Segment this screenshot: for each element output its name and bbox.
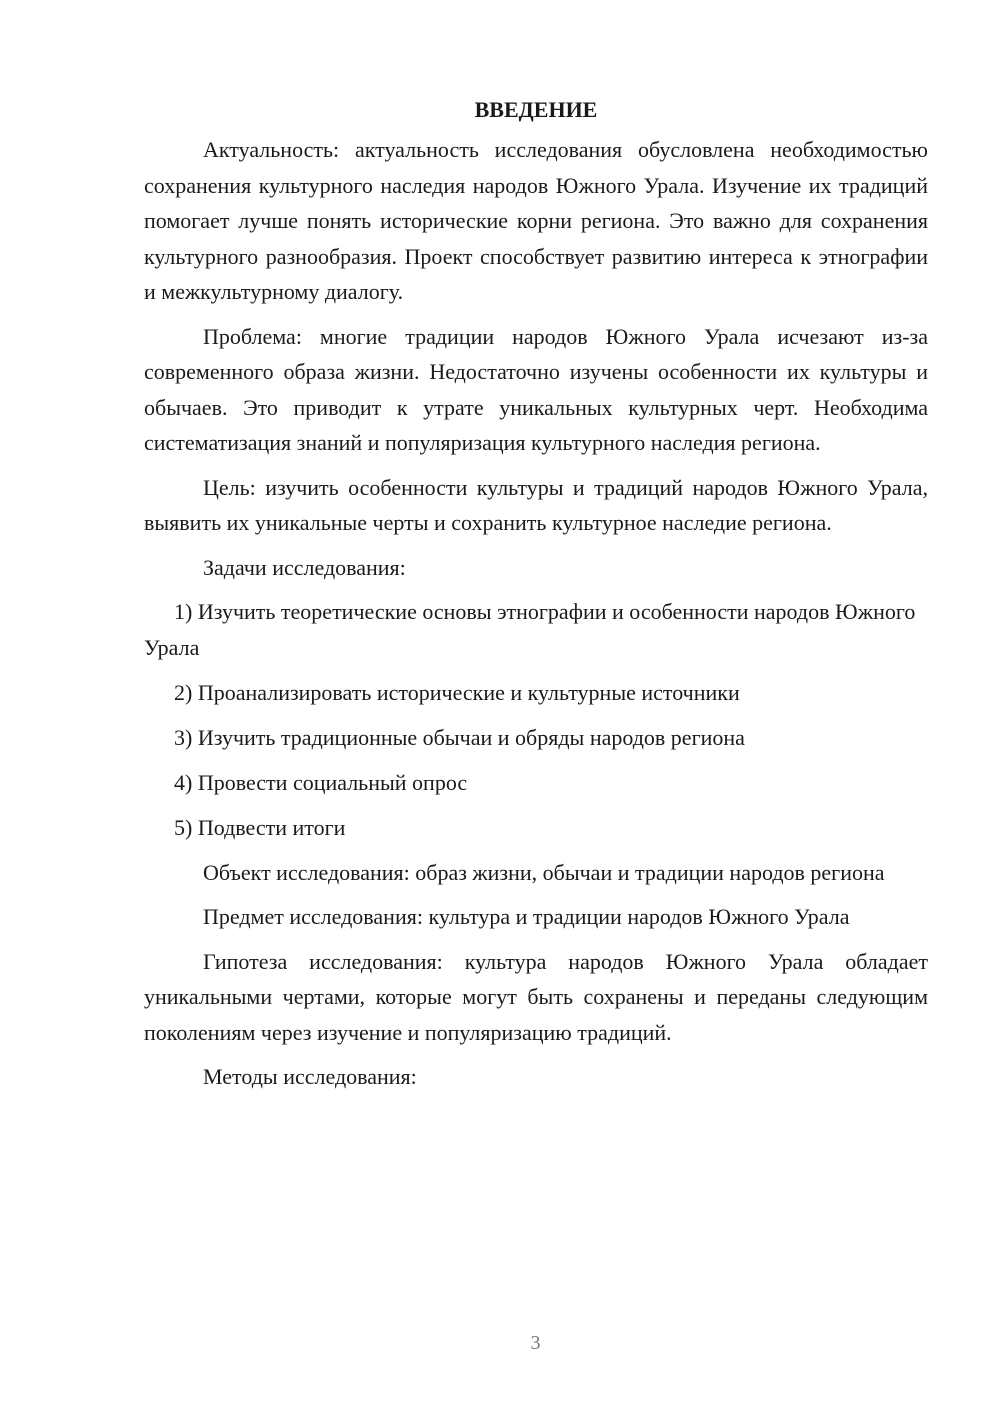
page-number: 3 [530,1332,541,1354]
paragraph-goal: Цель: изучить особенности культуры и традиций народов Южного Урала, выявить их уникальные черты и сохранить культурное наследие региона. [144,474,928,535]
list-item: 4) Провести социальный опрос [174,769,468,795]
page-title: ВВЕДЕНИЕ [474,97,598,122]
paragraph-methods-heading: Методы исследования: [203,1064,417,1089]
paragraph-relevance: Актуальность: актуальность исследования обусловлена необходимостью сохранения культурного наследия народов Южного Урала. Изучение их традиций помогает лучше понять исторические корни региона. Это важно для сохранения культурного разнообразия. Проект способствует развитию интереса к этнографии и межкультурному диалогу. [144,137,928,304]
list-item: 2) Проанализировать исторические и культурные источники [174,679,740,705]
list-item: 5) Подвести итоги [174,814,346,840]
tasks-list [144,594,928,845]
paragraph-subject: Предмет исследования: культура и традиции народов Южного Урала [203,904,850,929]
list-item: 3) Изучить традиционные обычаи и обряды народов региона [174,724,745,750]
paragraph-tasks-heading: Задачи исследования: [203,554,406,580]
list-item: 1) Изучить теоретические основы этнографии и особенности народов Южного Урала [144,599,916,660]
document-page [144,92,928,1104]
paragraph-problem: Проблема: многие традиции народов Южного Урала исчезают из-за современного образа жизни. Недостаточно изучены особенности их культуры и обычаев. Это приводит к утрате уникальных культурных черт. Необходима систематизация знаний и популяризация культурного наследия региона. [144,323,928,455]
paragraph-hypothesis: Гипотеза исследования: культура народов Южного Урала обладает уникальными чертами, которые могут быть сохранены и переданы следующим поколениям через изучение и популяризацию традиций. [144,948,928,1045]
paragraph-object: Объект исследования: образ жизни, обычаи и традиции народов региона [203,859,885,885]
